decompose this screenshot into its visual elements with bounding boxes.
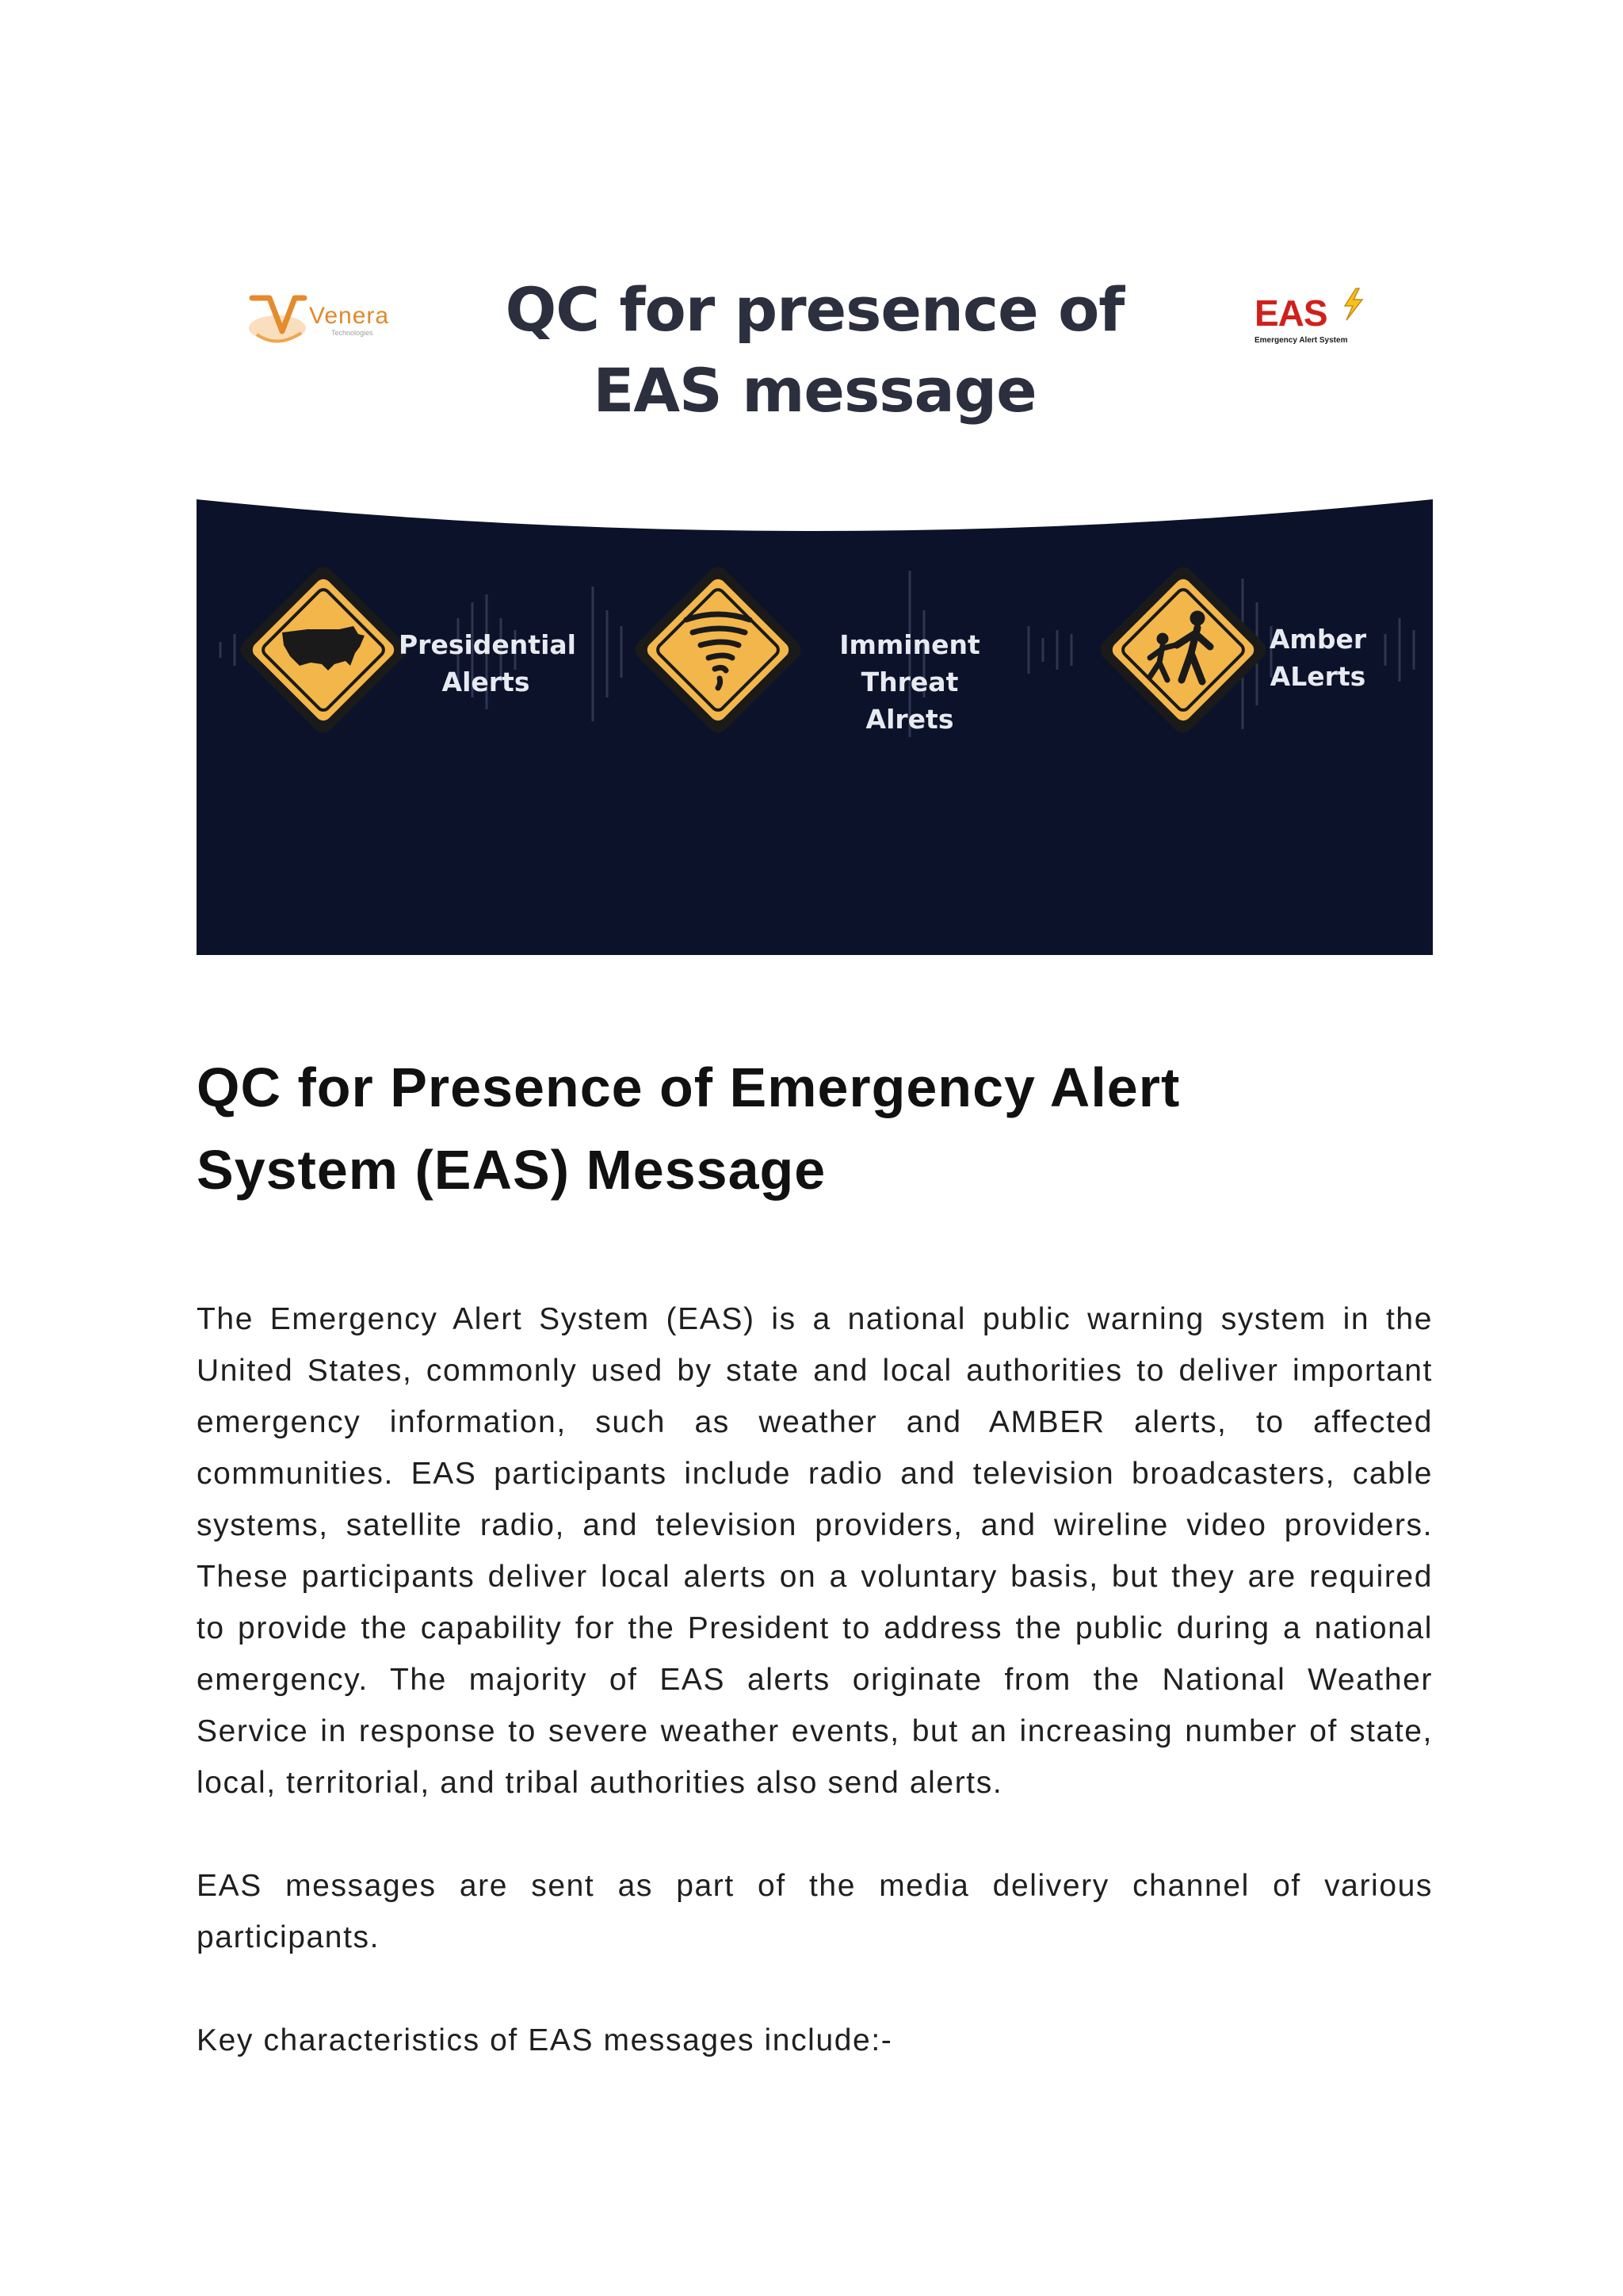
banner-title — [197, 269, 1433, 431]
paragraph-eas-overview: The Emergency Alert System (EAS) is a national public warning system in the United States, commonly used by state and local authorities to deliver important emergency information, such as weather and AMBER alerts, to affected communities. EAS participants include radio and television broadcasters, cable systems, satellite radio, and television providers, and wireline video providers. These participants deliver local alerts on a voluntary basis, but they are required to provide the capability for the President to address the public during a national emergency. The majority of EAS alerts originate from the National Weather Service in response to severe weather events, but an increasing number of state, local, territorial, and tribal authorities also send alerts. — [197, 1302, 1433, 1800]
venera-logo-text: Venera — [309, 303, 390, 329]
banner-image — [197, 230, 1433, 955]
banner-title-line1: QC for presence of — [505, 274, 1125, 345]
eas-logo-text: EAS — [1254, 292, 1327, 334]
presidential-alert-label: Presidential Alerts — [399, 629, 576, 697]
eas-logo-subtext: Emergency Alert System — [1254, 336, 1348, 345]
amber-alert-label: Amber ALerts — [1269, 624, 1367, 692]
eas-logo — [1254, 292, 1381, 355]
banner-title-line2: EAS message — [593, 355, 1037, 426]
article-title-line2: System (EAS) Message — [197, 1139, 827, 1201]
article-title — [197, 1046, 1433, 1211]
lightning-icon — [1334, 287, 1369, 322]
article-title-line1: QC for Presence of Emergency Alert — [197, 1056, 1181, 1118]
venera-logo-subtext: Technologies — [331, 329, 373, 337]
paragraph-key-characteristics: Key characteristics of EAS messages include:- — [197, 2023, 893, 2057]
paragraph-eas-delivery: EAS messages are sent as part of the media delivery channel of various participants. — [197, 1869, 1433, 1954]
imminent-threat-alert-label: Imminent Threat Alrets — [839, 629, 980, 735]
